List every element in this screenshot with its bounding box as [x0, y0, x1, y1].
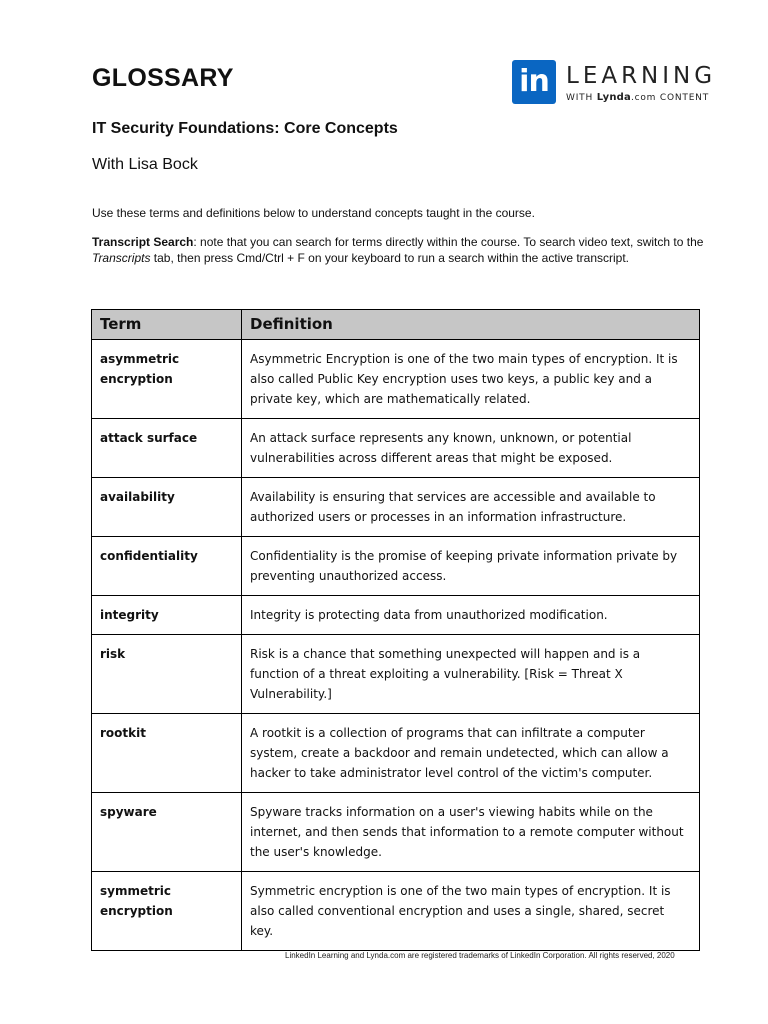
glossary-definition: Asymmetric Encryption is one of the two main types of encryption. It is also called Public Key encryption uses two keys, a public key and a private key, which are mathematically related.: [242, 340, 700, 419]
table-row: [92, 793, 700, 872]
course-title: IT Security Foundations: Core Concepts: [92, 120, 398, 137]
glossary-definition: Integrity is protecting data from unauthorized modification.: [242, 596, 700, 635]
glossary-definition: An attack surface represents any known, unknown, or potential vulnerabilities across different areas that might be exposed.: [242, 419, 700, 478]
table-row: [92, 596, 700, 635]
instructor-line: With Lisa Bock: [92, 156, 198, 173]
logo-subtitle: WITH Lynda.com CONTENT: [566, 92, 710, 103]
glossary-term: asymmetric encryption: [92, 340, 242, 419]
glossary-definition: Spyware tracks information on a user's viewing habits while on the internet, and then sends that information to a remote computer without the user's knowledge.: [242, 793, 700, 872]
table-row: [92, 340, 700, 419]
page-title: GLOSSARY: [92, 64, 234, 92]
glossary-term: attack surface: [92, 419, 242, 478]
column-header-definition: Definition: [242, 310, 700, 340]
table-row: [92, 872, 700, 951]
glossary-definition: Confidentiality is the promise of keeping private information private by preventing unauthorized access.: [242, 537, 700, 596]
table-header-row: [92, 310, 700, 340]
table-row: [92, 714, 700, 793]
glossary-term: confidentiality: [92, 537, 242, 596]
intro-text: Use these terms and definitions below to understand concepts taught in the course.: [92, 206, 535, 220]
footer-copyright: LinkedIn Learning and Lynda.com are registered trademarks of LinkedIn Corporation. All rights reserved, 2020: [285, 951, 675, 960]
glossary-term: rootkit: [92, 714, 242, 793]
transcript-search-label: Transcript Search: [92, 235, 194, 249]
linkedin-in-icon: in: [512, 60, 556, 104]
transcripts-tab-name: Transcripts: [92, 251, 151, 265]
table-row: [92, 419, 700, 478]
glossary-term: risk: [92, 635, 242, 714]
glossary-definition: Availability is ensuring that services are accessible and available to authorized users or processes in an information infrastructure.: [242, 478, 700, 537]
glossary-term: availability: [92, 478, 242, 537]
glossary-table-body: [92, 340, 700, 951]
glossary-term: integrity: [92, 596, 242, 635]
transcript-search-note: Transcript Search: note that you can search for terms directly within the course. To search video text, switch to the Transcripts tab, then press Cmd/Ctrl + F on your keyboard to run a search within the active transcript.: [92, 235, 704, 265]
column-header-term: Term: [92, 310, 242, 340]
logo-wordmark: LEARNING: [566, 63, 717, 89]
glossary-definition: Risk is a chance that something unexpected will happen and is a function of a threat exploiting a vulnerability. [Risk = Threat X Vulnerability.]: [242, 635, 700, 714]
glossary-term: spyware: [92, 793, 242, 872]
glossary-definition: A rootkit is a collection of programs that can infiltrate a computer system, create a backdoor and remain undetected, which can allow a hacker to take administrator level control of the victim's computer.: [242, 714, 700, 793]
table-row: [92, 537, 700, 596]
glossary-term: symmetric encryption: [92, 872, 242, 951]
table-row: [92, 635, 700, 714]
table-row: [92, 478, 700, 537]
glossary-table: [91, 309, 700, 951]
glossary-definition: Symmetric encryption is one of the two main types of encryption. It is also called conventional encryption and uses a single, shared, secret key.: [242, 872, 700, 951]
linkedin-learning-logo: [512, 60, 717, 108]
